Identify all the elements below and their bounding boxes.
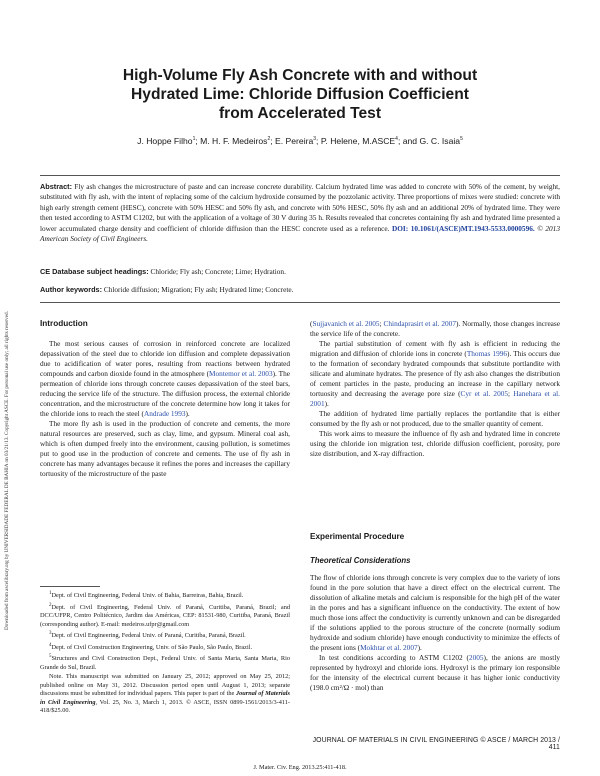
paragraph: (Sujjavanich et al. 2005; Chindaprasirt et al. 2007). Normally, those changes increase the service life of the concrete. [310, 319, 561, 338]
citation-link[interactable]: Cyr et al. 2005 [460, 389, 509, 398]
paper-title [60, 66, 540, 123]
footnote-text: Dept. of Civil Engineering, Federal Univ. of Paraná, Curitiba, Paraná, Brazil; and DCC/UFPR, Centro Politécnico, Jardim das Américas, CEP: 81531-980, Curitiba, Paraná, Brazil (corresponding author). E-mail: medeiros.ufpr@gmail.com [40, 603, 290, 628]
page-footer: JOURNAL OF MATERIALS IN CIVIL ENGINEERING © ASCE / MARCH 2013 / 411 [312, 737, 560, 751]
footnote: $^1$Dept. of Civil Engineering, Federal Univ. of Bahia, Barreiras, Bahia, Brazil. [49, 591, 244, 600]
footnote-text: Structures and Civil Construction Dept., Federal Univ. of Santa Maria, Santa Maria, Rio Grande do Sul, Brazil. [40, 655, 290, 671]
download-side-note [2, 130, 12, 630]
author: P. Helene, M.ASCE [320, 136, 396, 146]
citation-link[interactable]: Sujjavanich et al. 2005 [312, 319, 380, 328]
citation-link[interactable]: Andrade 1993 [143, 409, 186, 418]
footnote: $^4$Dept. of Civil Construction Engineering, Univ. of São Paulo, São Paulo, Brazil. [49, 642, 253, 651]
text-span: Note. This manuscript was submitted on January 25, 2012; approved on May 25, 2012; published online on May 31, 2012. Discussion period open until August 1, 2013; separate discussions must be submitted for individual papers. This paper is part of the [40, 673, 290, 698]
side-note-text: Downloaded from ascelibrary.org by UNIVERSIDADE FEDERAL DE BAHIA on 03/21/13. Copyright ASCE. For personal use only; all rights reserved. [4, 311, 10, 630]
citation-link[interactable]: Chindaprasirt et al. 2007 [383, 319, 456, 328]
theoretical-subheading: Theoretical Considerations [310, 556, 411, 565]
paragraph: The addition of hydrated lime partially replaces the portlandite that is either consumed by the fly ash or not produced, due to the smaller quantity of cement. [310, 409, 560, 428]
author: E. Pereira [275, 136, 314, 146]
citation-link[interactable]: 2005 [468, 653, 484, 662]
text-span: ), the anions are mostly represented by hydroxyl and chloride ions. Hydroxyl is the primary ion responsible for the intensity of the electrical current because it has higher ionic conductivity (198.0 cm²/Ω · mol) than [310, 653, 560, 692]
author-keywords [40, 285, 560, 295]
introduction-body [40, 339, 290, 479]
paragraph [310, 339, 560, 409]
abstract-label: Abstract: [40, 182, 73, 191]
journal-name: Journal of Materials in Civil Engineering [40, 690, 290, 706]
author: J. Hoppe Filho [137, 136, 193, 146]
paragraph: This work aims to measure the influence of fly ash and hydrated lime in concrete using the chloride ion migration test, chloride diffusion coefficient, porosity, pore size distribution, and X-ray diffraction. [310, 429, 560, 458]
text-span: In test conditions according to ASTM C1202 ( [319, 653, 469, 662]
abstract-text: Fly ash changes the microstructure of paste and can increase concrete durability. Calcium hydrated lime was added to concrete with 50% of the cement, by weight, substituted with fly ash, with the intent of replacing some of the calcium hydroxide consumed by the pozzolanic activity. Three proportions of mixes were studied: concrete with high early strength cement (HESC), concrete with 50% HESC and 50% fly ash, and concrete with 50% HESC, 50% fly ash and an additional 20% of hydrated lime. They were then tested according to ASTM C1202, but with the application of a voltage of 30 V during 35 h. Results revealed that concretes containing fly ash and hydrated lime presented a lower accumulated charge density and coefficient of chloride diffusion than the HESC concrete used as a reference. [40, 182, 560, 233]
footnotes [40, 590, 290, 717]
footnote-text: Dept. of Civil Construction Engineering, Univ. of São Paulo, São Paulo, Brazil. [51, 643, 253, 651]
keywords-label: Author keywords: [40, 285, 103, 294]
author-affil-sup: 5 [460, 136, 463, 143]
text-span: ). Normally, those changes increase the service life of the concrete. [310, 319, 561, 338]
citation-link[interactable]: Thomas 1996 [466, 349, 508, 358]
text-span: The flow of chloride ions through concrete is very complex due to the variety of ions found in the pore solution that have a direct effect on the electrical current. The dissolution of alkaline metals and calcium is responsible for the high pH of the water in the pores and has a significant influence on the conductivity. The extent of how much those ions affect the conductivity is currently unknown and can be disregarded if the solutions applied to the porous structure of the concrete (normally sodium hydroxide and sodium chloride) have enough conductivity to minimize the effects of the present ions ( [310, 573, 560, 652]
text-span: ). The permeation of chloride ions through concrete causes depassivation of the steel bars, reducing the service life of the structure. The diffusion process, the external chloride concentration, and the microstructure of the concrete determine how long it takes for the chloride ions to reach the steel ( [40, 369, 290, 418]
paragraph [310, 653, 560, 693]
footnote-rule [40, 586, 100, 587]
footnote-text: Dept. of Civil Engineering, Federal Univ. of Bahia, Barreiras, Bahia, Brazil. [51, 592, 244, 600]
abstract-bottom-rule [40, 302, 560, 303]
right-column-intro [310, 319, 560, 459]
footnote: $^2$Dept. of Civil Engineering, Federal Univ. of Paraná, Curitiba, Paraná, Brazil; and DCC/UFPR, Centro Politécnico, Jardim das Américas, CEP: 81531-980, Curitiba, Paraná, Brazil (corresponding author). E-mail: medeiros.ufpr@gmail.com [40, 602, 290, 628]
subject-text: Chloride; Fly ash; Concrete; Lime; Hydration. [150, 267, 286, 276]
subject-label: CE Database subject headings: [40, 267, 149, 276]
author-affil-sup: 3 [313, 136, 317, 143]
experimental-body [310, 573, 560, 693]
citation-link[interactable]: Montemor et al. 2003 [209, 369, 273, 378]
citation-link[interactable]: Mokhtar et al. 2007 [360, 643, 418, 652]
text-span: The most serious causes of corrosion in reinforced concrete are localized depassivation of the steel due to chloride ion diffusion and complete depassivation due to acidification of water pores, resulting from reactions between hydrated compounds and carbon dioxide found in the atmosphere ( [40, 339, 290, 378]
text-span: ; [508, 389, 514, 398]
citation-link[interactable]: Hanehara et al. 2001 [310, 389, 561, 408]
experimental-heading: Experimental Procedure [310, 532, 405, 541]
doi-link[interactable]: DOI: 10.1061/(ASCE)MT.1943-5533.0000596. [391, 223, 535, 233]
abstract-top-rule [40, 175, 560, 176]
text-span: The partial substitution of cement with fly ash is efficient in reducing the migration and diffusion of chloride ions in concrete ( [310, 339, 560, 358]
footnote: $^5$Structures and Civil Construction Dept., Federal Univ. of Santa Maria, Santa Maria, Rio Grande do Sul, Brazil. [40, 654, 290, 671]
author-list: J. Hoppe Filho$^1$; M. H. F. Medeiros$^2$; E. Pereira$^3$; P. Helene, M.ASCE$^4$; and G. C. Isaia$^5$ [137, 136, 463, 146]
author: M. H. F. Medeiros [200, 136, 268, 146]
abstract [40, 182, 560, 244]
author-conjunction: and [402, 136, 418, 146]
author: G. C. Isaia [419, 136, 461, 146]
author-affil-sup: 4 [395, 136, 398, 143]
author-affil-sup: 1 [192, 136, 196, 143]
keywords-text: Chloride diffusion; Migration; Fly ash; Hydrated lime; Concrete. [103, 285, 294, 294]
subject-headings [40, 267, 560, 277]
paragraph: The more fly ash is used in the production of concrete and cements, the more natural resources are preserved, such as clay, lime, and gypsum. Mineral coal ash, which is often dumped freely into the environment, causing pollution, is sometimes put to good use in the production of concrete and cements. The use of fly ash in concrete has many advantages because it refines the pores and increases the capillary tortuosity of the microstructure of the paste [40, 419, 290, 478]
text-span: ). [324, 399, 329, 408]
text-span: ). [417, 643, 422, 652]
text-span: ). [185, 409, 190, 418]
paragraph [40, 339, 290, 419]
title-line: from Accelerated Test [218, 105, 382, 122]
title-line: Hydrated Lime: Chloride Diffusion Coefficient [131, 86, 469, 103]
journal-citation: J. Mater. Civ. Eng. 2013.25:411-418. [253, 764, 347, 771]
abstract-copyright: © 2013 American Society of Civil Engineers. [40, 223, 560, 244]
footnote-text: Dept. of Civil Engineering, Federal Univ. of Paraná, Curitiba, Paraná, Brazil. [51, 632, 246, 640]
footnote: $^3$Dept. of Civil Engineering, Federal Univ. of Paraná, Curitiba, Paraná, Brazil. [49, 631, 246, 640]
manuscript-note [40, 673, 290, 716]
paragraph [310, 573, 560, 653]
author-affil-sup: 2 [267, 136, 271, 143]
text-span: ). This occurs due to the formation of secondary hydrated compounds that substitute portlandite with silicate and aluminate hydrates. The presence of fly ash also changes the distribution of cement particles in the paste, producing an increase in the capillary network tortuosity and decreasing the average pore size ( [310, 349, 560, 398]
title-line: High-Volume Fly Ash Concrete with and without [122, 67, 478, 84]
text-span: ; [379, 319, 384, 328]
text-span: , Vol. 25, No. 3, March 1, 2013. © ASCE, ISSN 0899-1561/2013/3-411-418/$25.00. [40, 698, 291, 715]
introduction-heading: Introduction [40, 319, 88, 328]
